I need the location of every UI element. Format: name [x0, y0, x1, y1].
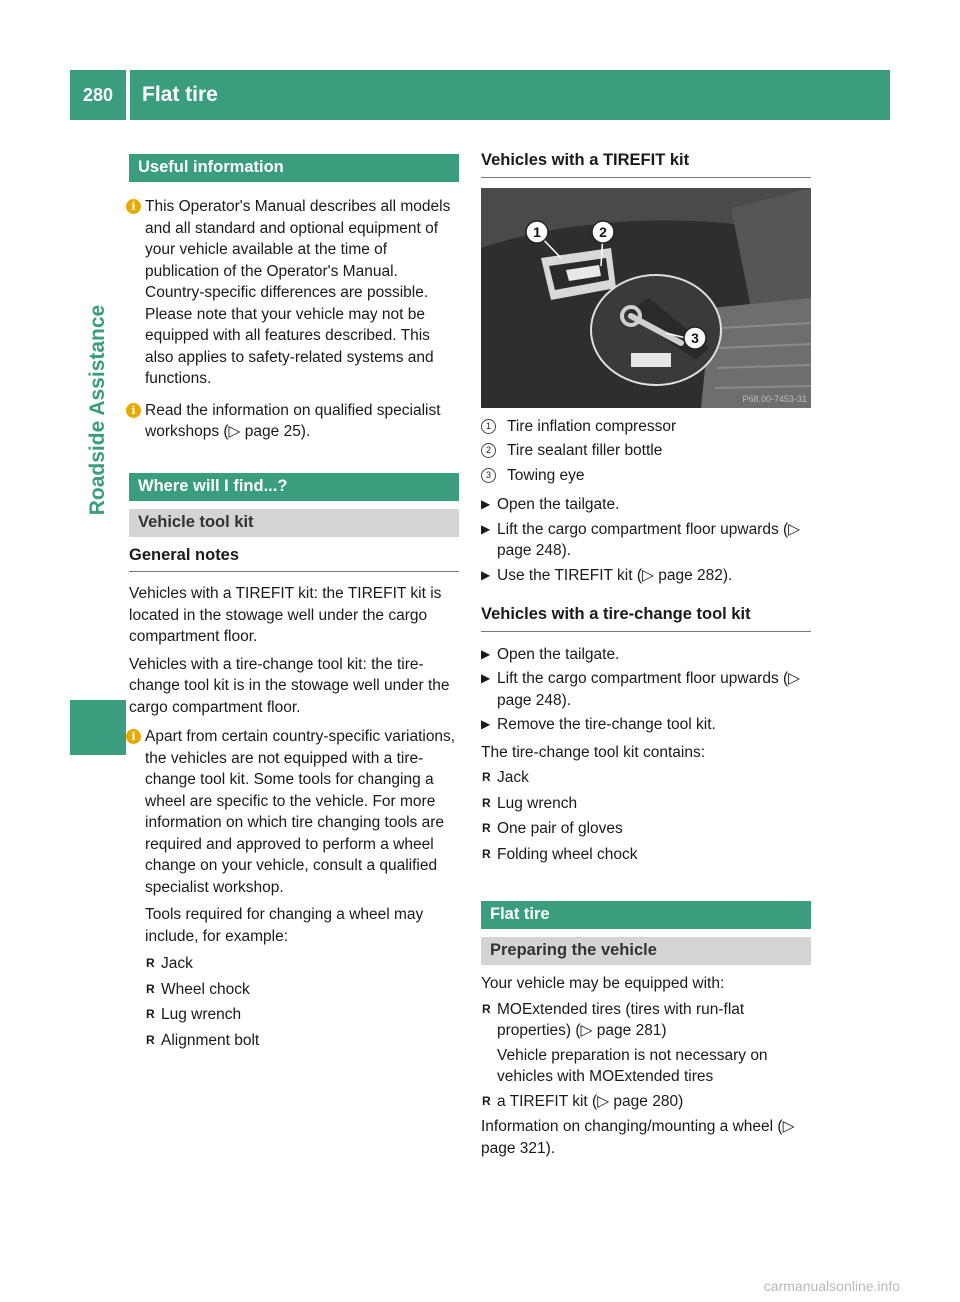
info-text: This Operator's Manual describes all models and all standard and optional equipment of your vehicle available at the time of publication of the Operator's Manual. Country-specific differences are possible. Please note that your vehicle may not be equipped with all features described. This also applies to safety-related systems and functions.: [145, 198, 451, 387]
list-item: R Jack: [145, 953, 459, 975]
info-note: [129, 400, 459, 443]
bullet-icon: R: [482, 1001, 491, 1016]
side-section-label: [70, 130, 126, 690]
info-icon: i: [126, 403, 141, 418]
bullet-icon: R: [482, 770, 491, 784]
list-item: R Jack: [481, 767, 811, 789]
list-item: R Folding wheel chock: [481, 844, 811, 866]
step-arrow-icon: ▶: [481, 567, 491, 582]
kit-items-list: [481, 767, 811, 865]
list-item: R Lug wrench: [145, 1004, 459, 1026]
side-tab-marker: [70, 700, 126, 755]
bullet-icon: R: [482, 1093, 491, 1108]
step-arrow-icon: ▶: [481, 497, 491, 511]
info-icon: i: [126, 199, 141, 214]
tirefit-heading: Vehicles with a TIREFIT kit: [481, 150, 811, 178]
legend-mark: 3: [481, 468, 496, 483]
list-item: R Alignment bolt: [145, 1030, 459, 1052]
legend-item: 2 Tire sealant filler bottle: [481, 440, 811, 462]
tools-list: [145, 953, 459, 1051]
callout-1: 1: [533, 223, 541, 240]
bullet-icon: R: [482, 821, 491, 835]
step-item: ▶ Use the TIREFIT kit (▷ page 282).: [481, 565, 811, 587]
legend-item: 3 Towing eye: [481, 465, 811, 487]
step-arrow-icon: ▶: [481, 717, 491, 731]
vehicle-tool-kit-heading: Vehicle tool kit: [129, 509, 459, 537]
tirefit-illustration: [481, 188, 811, 408]
right-column: [481, 150, 811, 1159]
paragraph: The tire-change tool kit contains:: [481, 743, 706, 761]
info-text: Apart from certain country-specific variations, the vehicles are not equipped with a tire-change tool kit. Some tools for changing a wheel are specific to the vehicle. For more information on which tire changing tools are required and approved to perform a wheel change on your vehicle, consult a qualified specialist workshop.: [145, 728, 456, 896]
step-item: ▶ Open the tailgate.: [481, 644, 811, 666]
bullet-icon: R: [146, 1032, 155, 1047]
bullet-icon: R: [146, 981, 155, 996]
useful-information-heading: Useful information: [129, 154, 459, 182]
paragraph: Vehicles with a TIREFIT kit: the TIREFIT kit is located in the stowage well under the cargo compartment floor.: [129, 585, 442, 645]
step-item: ▶ Remove the tire-change tool kit.: [481, 714, 811, 736]
info-icon: i: [126, 729, 141, 744]
step-arrow-icon: ▶: [481, 646, 491, 661]
general-notes-heading: General notes: [129, 545, 459, 573]
legend-mark: 1: [481, 419, 496, 434]
info-text: Read the information on qualified specialist workshops (▷ page 25).: [145, 401, 441, 440]
list-item: R One pair of gloves: [481, 818, 811, 840]
equipment-list: [481, 999, 811, 1113]
bullet-icon: R: [482, 795, 491, 810]
step-item: ▶ Lift the cargo compartment floor upwards (▷ page 248).: [481, 520, 801, 559]
preparing-vehicle-heading: Preparing the vehicle: [481, 937, 811, 965]
steps-list: [481, 494, 811, 586]
step-arrow-icon: ▶: [481, 521, 491, 536]
left-column: [129, 154, 459, 1051]
legend-mark: 2: [481, 443, 496, 458]
footer-watermark: carmanualsonline.info: [763, 1278, 900, 1294]
paragraph: Your vehicle may be equipped with:: [481, 975, 725, 992]
tirefit-kit-figure: [481, 188, 811, 408]
legend-item: 1 Tire inflation compressor: [481, 416, 811, 438]
paragraph: Information on changing/mounting a wheel (▷ page 321).: [481, 1118, 795, 1157]
paragraph: Vehicles with a tire-change tool kit: the tire-change tool kit is in the stowage well under the cargo compartment floor.: [129, 655, 450, 716]
where-heading: Where will I find...?: [129, 473, 459, 501]
step-item: ▶ Lift the cargo compartment floor upwards (▷ page 248).: [481, 670, 801, 709]
tire-change-kit-heading: Vehicles with a tire-change tool kit: [481, 604, 811, 632]
figure-legend: [481, 416, 811, 487]
steps-list: [481, 644, 811, 736]
callout-3: 3: [691, 329, 699, 346]
info-note: [129, 196, 459, 390]
bullet-icon: R: [146, 956, 155, 970]
step-arrow-icon: ▶: [481, 671, 491, 685]
page-title: Flat tire: [130, 70, 890, 120]
list-item: R Wheel chock: [145, 979, 459, 1001]
figure-code: P68.00-7453-31: [742, 393, 807, 404]
info-text: Tools required for changing a wheel may include, for example:: [145, 906, 424, 945]
callout-2: 2: [599, 223, 607, 240]
bullet-icon: R: [146, 1007, 155, 1021]
list-item: R Lug wrench: [481, 793, 811, 815]
page-number: 280: [70, 70, 126, 120]
bullet-icon: R: [482, 846, 491, 861]
flat-tire-heading: Flat tire: [481, 901, 811, 929]
side-label-text: Roadside Assistance: [86, 304, 110, 516]
info-note: [129, 726, 459, 1051]
list-item: R MOExtended tires (tires with run-flat properties) (▷ page 281) Vehicle preparation is not necessary on vehicles with MOExtended tires: [482, 1000, 768, 1085]
step-item: ▶ Open the tailgate.: [481, 494, 811, 516]
list-item: R a TIREFIT kit (▷ page 280): [481, 1091, 811, 1113]
